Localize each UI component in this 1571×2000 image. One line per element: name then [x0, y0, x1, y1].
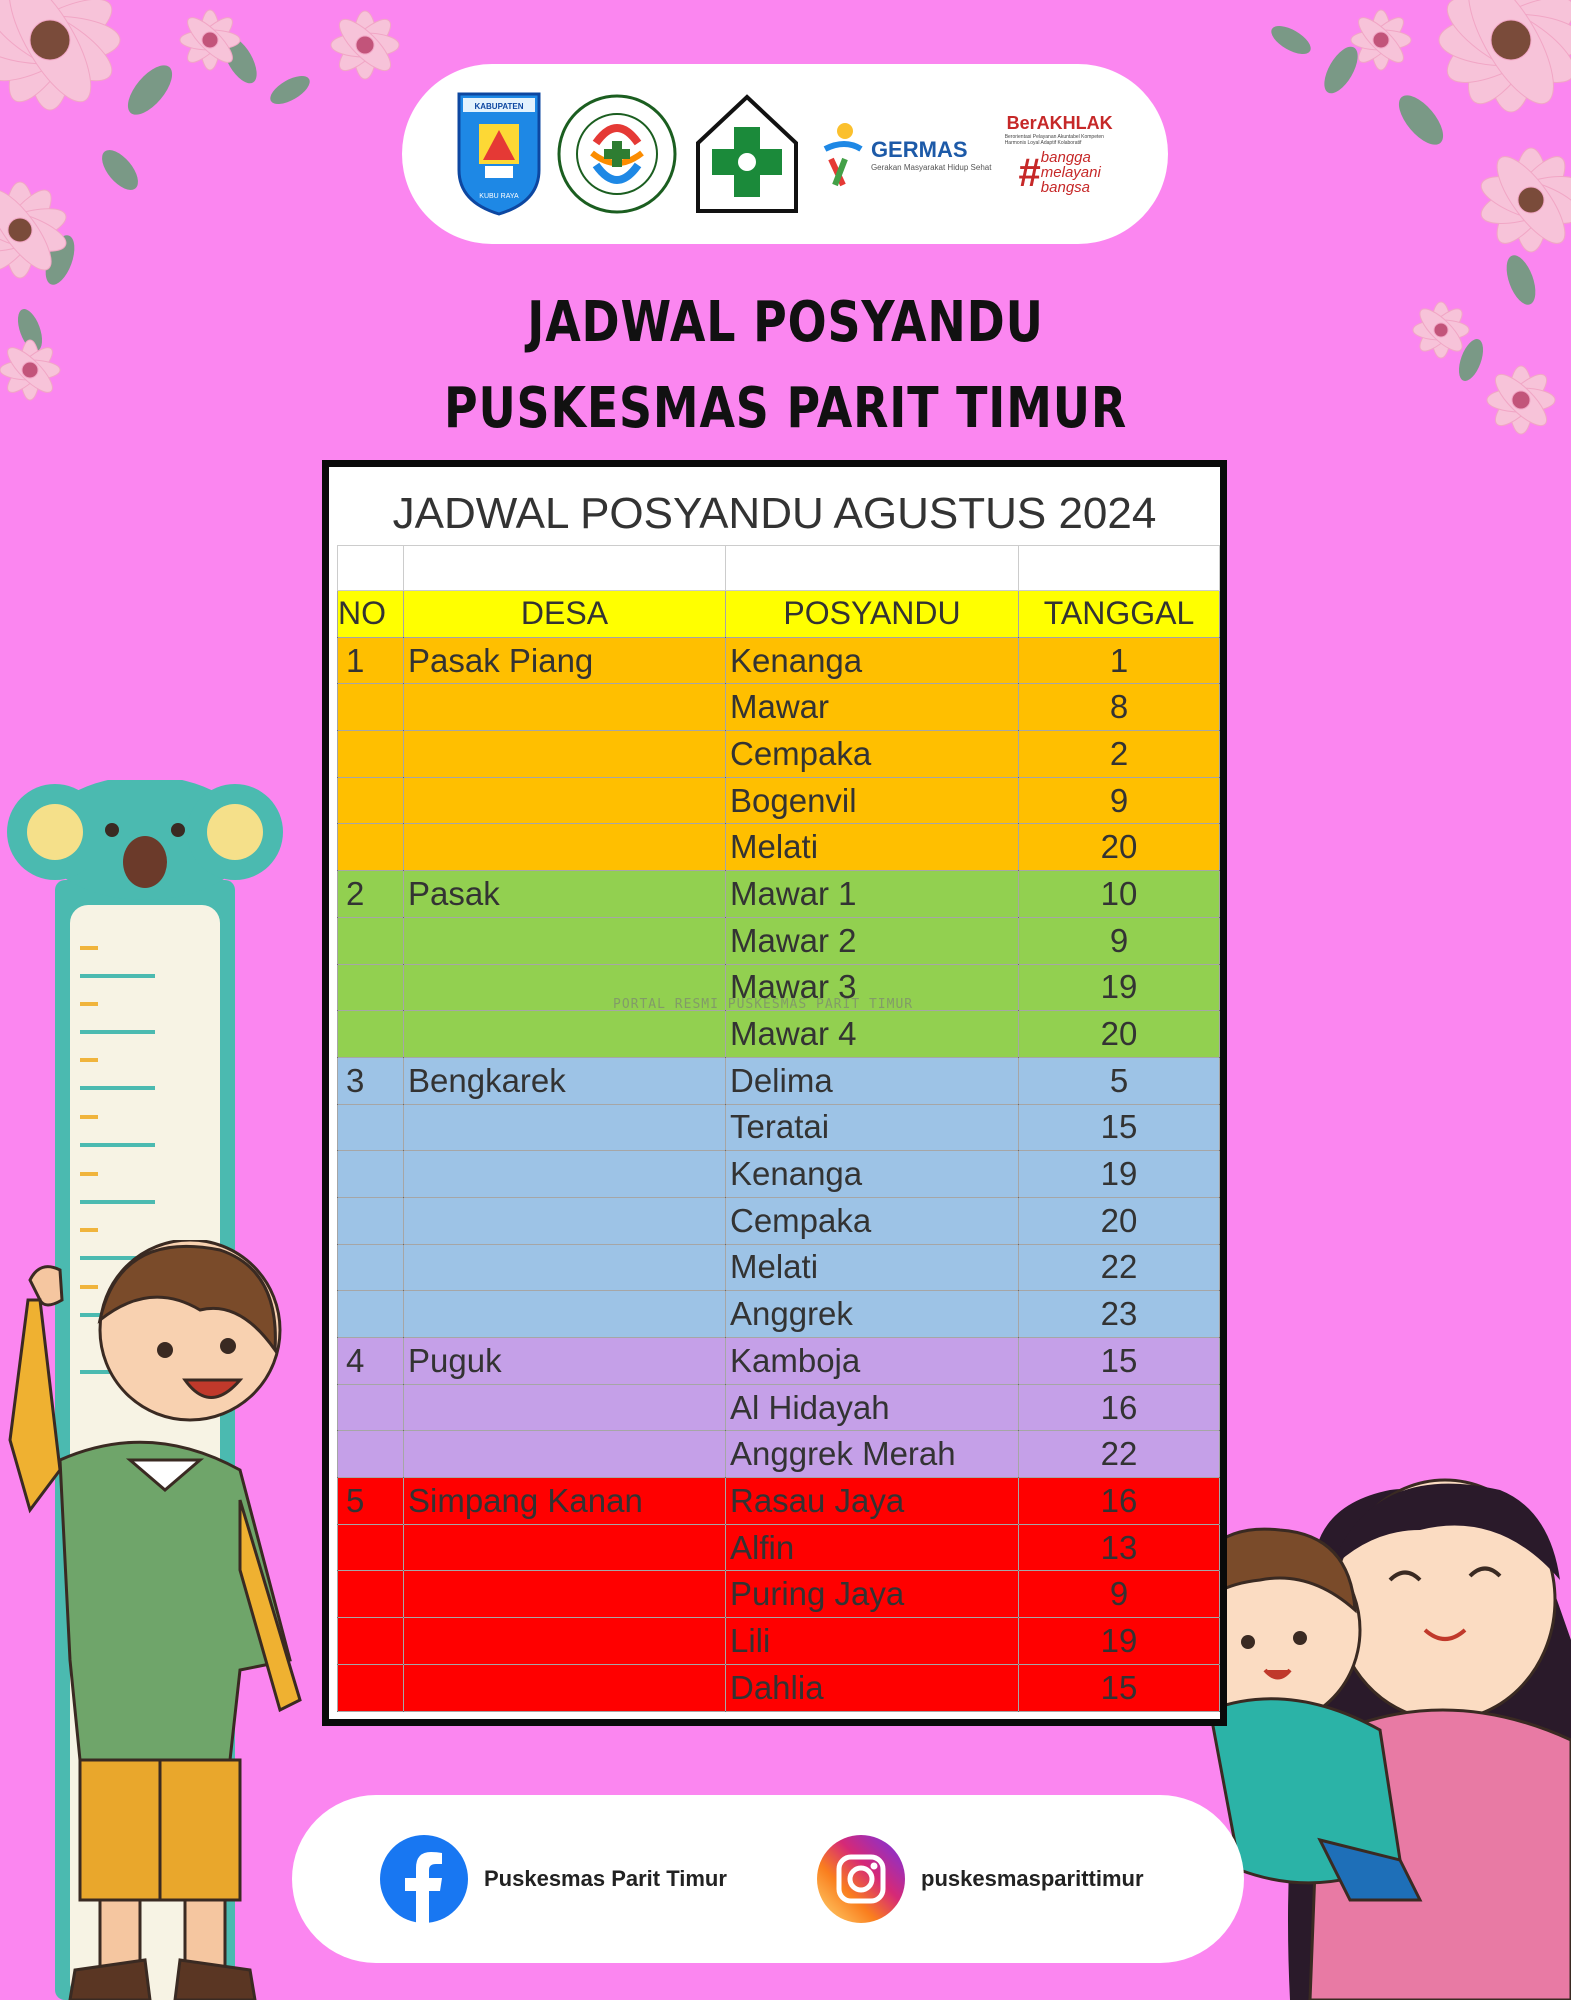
cell-desa [404, 1197, 726, 1244]
cell-tanggal: 8 [1019, 684, 1220, 731]
facebook-label: Puskesmas Parit Timur [484, 1866, 727, 1891]
cell-no: 4 [338, 1338, 404, 1385]
cell-desa [404, 1524, 726, 1571]
cell-desa [404, 1151, 726, 1198]
cell-tanggal: 19 [1019, 1618, 1220, 1665]
cell-desa [404, 1291, 726, 1338]
cell-no [338, 1197, 404, 1244]
cell-no [338, 1104, 404, 1151]
table-row [338, 777, 1220, 824]
cell-posyandu: Rasau Jaya [726, 1478, 1019, 1525]
table-row [338, 1478, 1220, 1525]
table-row [338, 731, 1220, 778]
cell-no: 5 [338, 1478, 404, 1525]
cell-posyandu: Kenanga [726, 637, 1019, 684]
cell-posyandu: Mawar 4 [726, 1011, 1019, 1058]
cell-tanggal: 13 [1019, 1524, 1220, 1571]
schedule-table-title: JADWAL POSYANDU AGUSTUS 2024 [392, 489, 1157, 538]
header-posyandu: POSYANDU [726, 591, 1019, 638]
cell-desa: Pasak [404, 871, 726, 918]
cell-no [338, 1431, 404, 1478]
schedule-table-frame [322, 460, 1227, 1726]
cell-no [338, 777, 404, 824]
table-header-row [338, 591, 1220, 638]
cell-posyandu: Teratai [726, 1104, 1019, 1151]
cell-desa [404, 1011, 726, 1058]
cell-no [338, 1524, 404, 1571]
cell-desa: Puguk [404, 1338, 726, 1385]
puskesmas-parit-timur-logo [556, 93, 678, 215]
table-row [338, 1618, 1220, 1665]
cell-tanggal: 9 [1019, 917, 1220, 964]
germas-logo: GERMAS Gerakan Masyarakat Hidup Sehat [815, 119, 992, 189]
cell-tanggal: 16 [1019, 1384, 1220, 1431]
cell-desa [404, 1571, 726, 1618]
cell-tanggal: 16 [1019, 1478, 1220, 1525]
cell-no [338, 1244, 404, 1291]
table-row [338, 1057, 1220, 1104]
table-row [338, 1571, 1220, 1618]
cell-posyandu: Delima [726, 1057, 1019, 1104]
cell-tanggal: 15 [1019, 1664, 1220, 1711]
cell-desa: Pasak Piang [404, 637, 726, 684]
cell-posyandu: Lili [726, 1618, 1019, 1665]
page-title-line1: JADWAL POSYANDU [527, 290, 1044, 355]
cell-posyandu: Bogenvil [726, 777, 1019, 824]
cell-posyandu: Kamboja [726, 1338, 1019, 1385]
cell-tanggal: 20 [1019, 1197, 1220, 1244]
cell-desa [404, 1104, 726, 1151]
cell-posyandu: Mawar [726, 684, 1019, 731]
table-row [338, 637, 1220, 684]
cell-no [338, 1618, 404, 1665]
table-row [338, 1338, 1220, 1385]
cell-tanggal: 9 [1019, 1571, 1220, 1618]
cell-tanggal: 9 [1019, 777, 1220, 824]
cell-posyandu: Cempaka [726, 1197, 1019, 1244]
berakhlak-logo: BerAKHLAK Berorientasi Pelayanan Akuntabel Kompeten Harmonis Loyal Adaptif Kolaboratif # bangga melayani bangsa [1004, 113, 1113, 196]
cell-no [338, 917, 404, 964]
cell-tanggal: 19 [1019, 1151, 1220, 1198]
table-row [338, 1151, 1220, 1198]
cell-desa: Simpang Kanan [404, 1478, 726, 1525]
cell-desa [404, 824, 726, 871]
cell-tanggal: 19 [1019, 964, 1220, 1011]
cell-posyandu: Cempaka [726, 731, 1019, 778]
cell-desa [404, 1618, 726, 1665]
cell-tanggal: 20 [1019, 1011, 1220, 1058]
cell-desa [404, 731, 726, 778]
cell-desa [404, 777, 726, 824]
cell-desa [404, 684, 726, 731]
watermark: PORTAL RESMI PUSKESMAS PARIT TIMUR [613, 997, 914, 1012]
puskesmas-logo [692, 93, 802, 215]
schedule-table [337, 545, 1220, 1712]
cell-desa [404, 1431, 726, 1478]
table-row [338, 1244, 1220, 1291]
cell-no [338, 731, 404, 778]
cell-tanggal: 23 [1019, 1291, 1220, 1338]
table-row [338, 917, 1220, 964]
header-desa: DESA [404, 591, 726, 638]
cell-tanggal: 2 [1019, 731, 1220, 778]
cell-no: 2 [338, 871, 404, 918]
cell-desa [404, 1384, 726, 1431]
cell-posyandu: Kenanga [726, 1151, 1019, 1198]
boy-illustration [0, 1240, 330, 2000]
table-row [338, 1291, 1220, 1338]
cell-tanggal: 20 [1019, 824, 1220, 871]
svg-text:KABUPATEN: KABUPATEN [474, 102, 524, 111]
instagram-label: puskesmasparittimur [921, 1866, 1144, 1891]
cell-no [338, 1384, 404, 1431]
cell-tanggal: 15 [1019, 1338, 1220, 1385]
cell-tanggal: 15 [1019, 1104, 1220, 1151]
header-tanggal: TANGGAL [1019, 591, 1220, 638]
cell-posyandu: Alfin [726, 1524, 1019, 1571]
facebook-icon [380, 1835, 468, 1923]
cell-posyandu: Melati [726, 824, 1019, 871]
cell-tanggal: 10 [1019, 871, 1220, 918]
cell-no [338, 964, 404, 1011]
cell-posyandu: Anggrek [726, 1291, 1019, 1338]
cell-desa [404, 917, 726, 964]
table-row [338, 1664, 1220, 1711]
instagram-icon [817, 1835, 905, 1923]
cell-no: 3 [338, 1057, 404, 1104]
instagram-link[interactable] [817, 1835, 1144, 1923]
cell-posyandu: Al Hidayah [726, 1384, 1019, 1431]
table-row [338, 1011, 1220, 1058]
table-blank-row [338, 546, 1220, 591]
cell-tanggal: 5 [1019, 1057, 1220, 1104]
table-row [338, 1197, 1220, 1244]
cell-posyandu: Mawar 2 [726, 917, 1019, 964]
cell-tanggal: 1 [1019, 637, 1220, 684]
cell-desa: Bengkarek [404, 1057, 726, 1104]
table-row [338, 1384, 1220, 1431]
cell-no [338, 1011, 404, 1058]
cell-no [338, 1664, 404, 1711]
table-row [338, 871, 1220, 918]
kabupaten-kubu-raya-logo [455, 90, 543, 218]
facebook-link[interactable] [380, 1835, 727, 1923]
cell-tanggal: 22 [1019, 1244, 1220, 1291]
cell-desa [404, 1664, 726, 1711]
table-row [338, 1104, 1220, 1151]
cell-no [338, 1571, 404, 1618]
cell-no [338, 1151, 404, 1198]
table-row [338, 684, 1220, 731]
cell-no [338, 1291, 404, 1338]
cell-no: 1 [338, 637, 404, 684]
logo-bar [402, 64, 1168, 244]
cell-posyandu: Melati [726, 1244, 1019, 1291]
social-footer [292, 1795, 1244, 1963]
table-row [338, 1431, 1220, 1478]
page-title-line2: PUSKESMAS PARIT TIMUR [443, 376, 1128, 441]
svg-text:KUBU RAYA: KUBU RAYA [479, 193, 519, 200]
cell-no [338, 684, 404, 731]
cell-no [338, 824, 404, 871]
cell-posyandu: Mawar 3 [726, 964, 1019, 1011]
cell-posyandu: Dahlia [726, 1664, 1019, 1711]
cell-tanggal: 22 [1019, 1431, 1220, 1478]
cell-posyandu: Puring Jaya [726, 1571, 1019, 1618]
table-row [338, 824, 1220, 871]
cell-posyandu: Anggrek Merah [726, 1431, 1019, 1478]
cell-posyandu: Mawar 1 [726, 871, 1019, 918]
header-no: NO [338, 591, 404, 638]
table-row [338, 1524, 1220, 1571]
cell-desa [404, 1244, 726, 1291]
